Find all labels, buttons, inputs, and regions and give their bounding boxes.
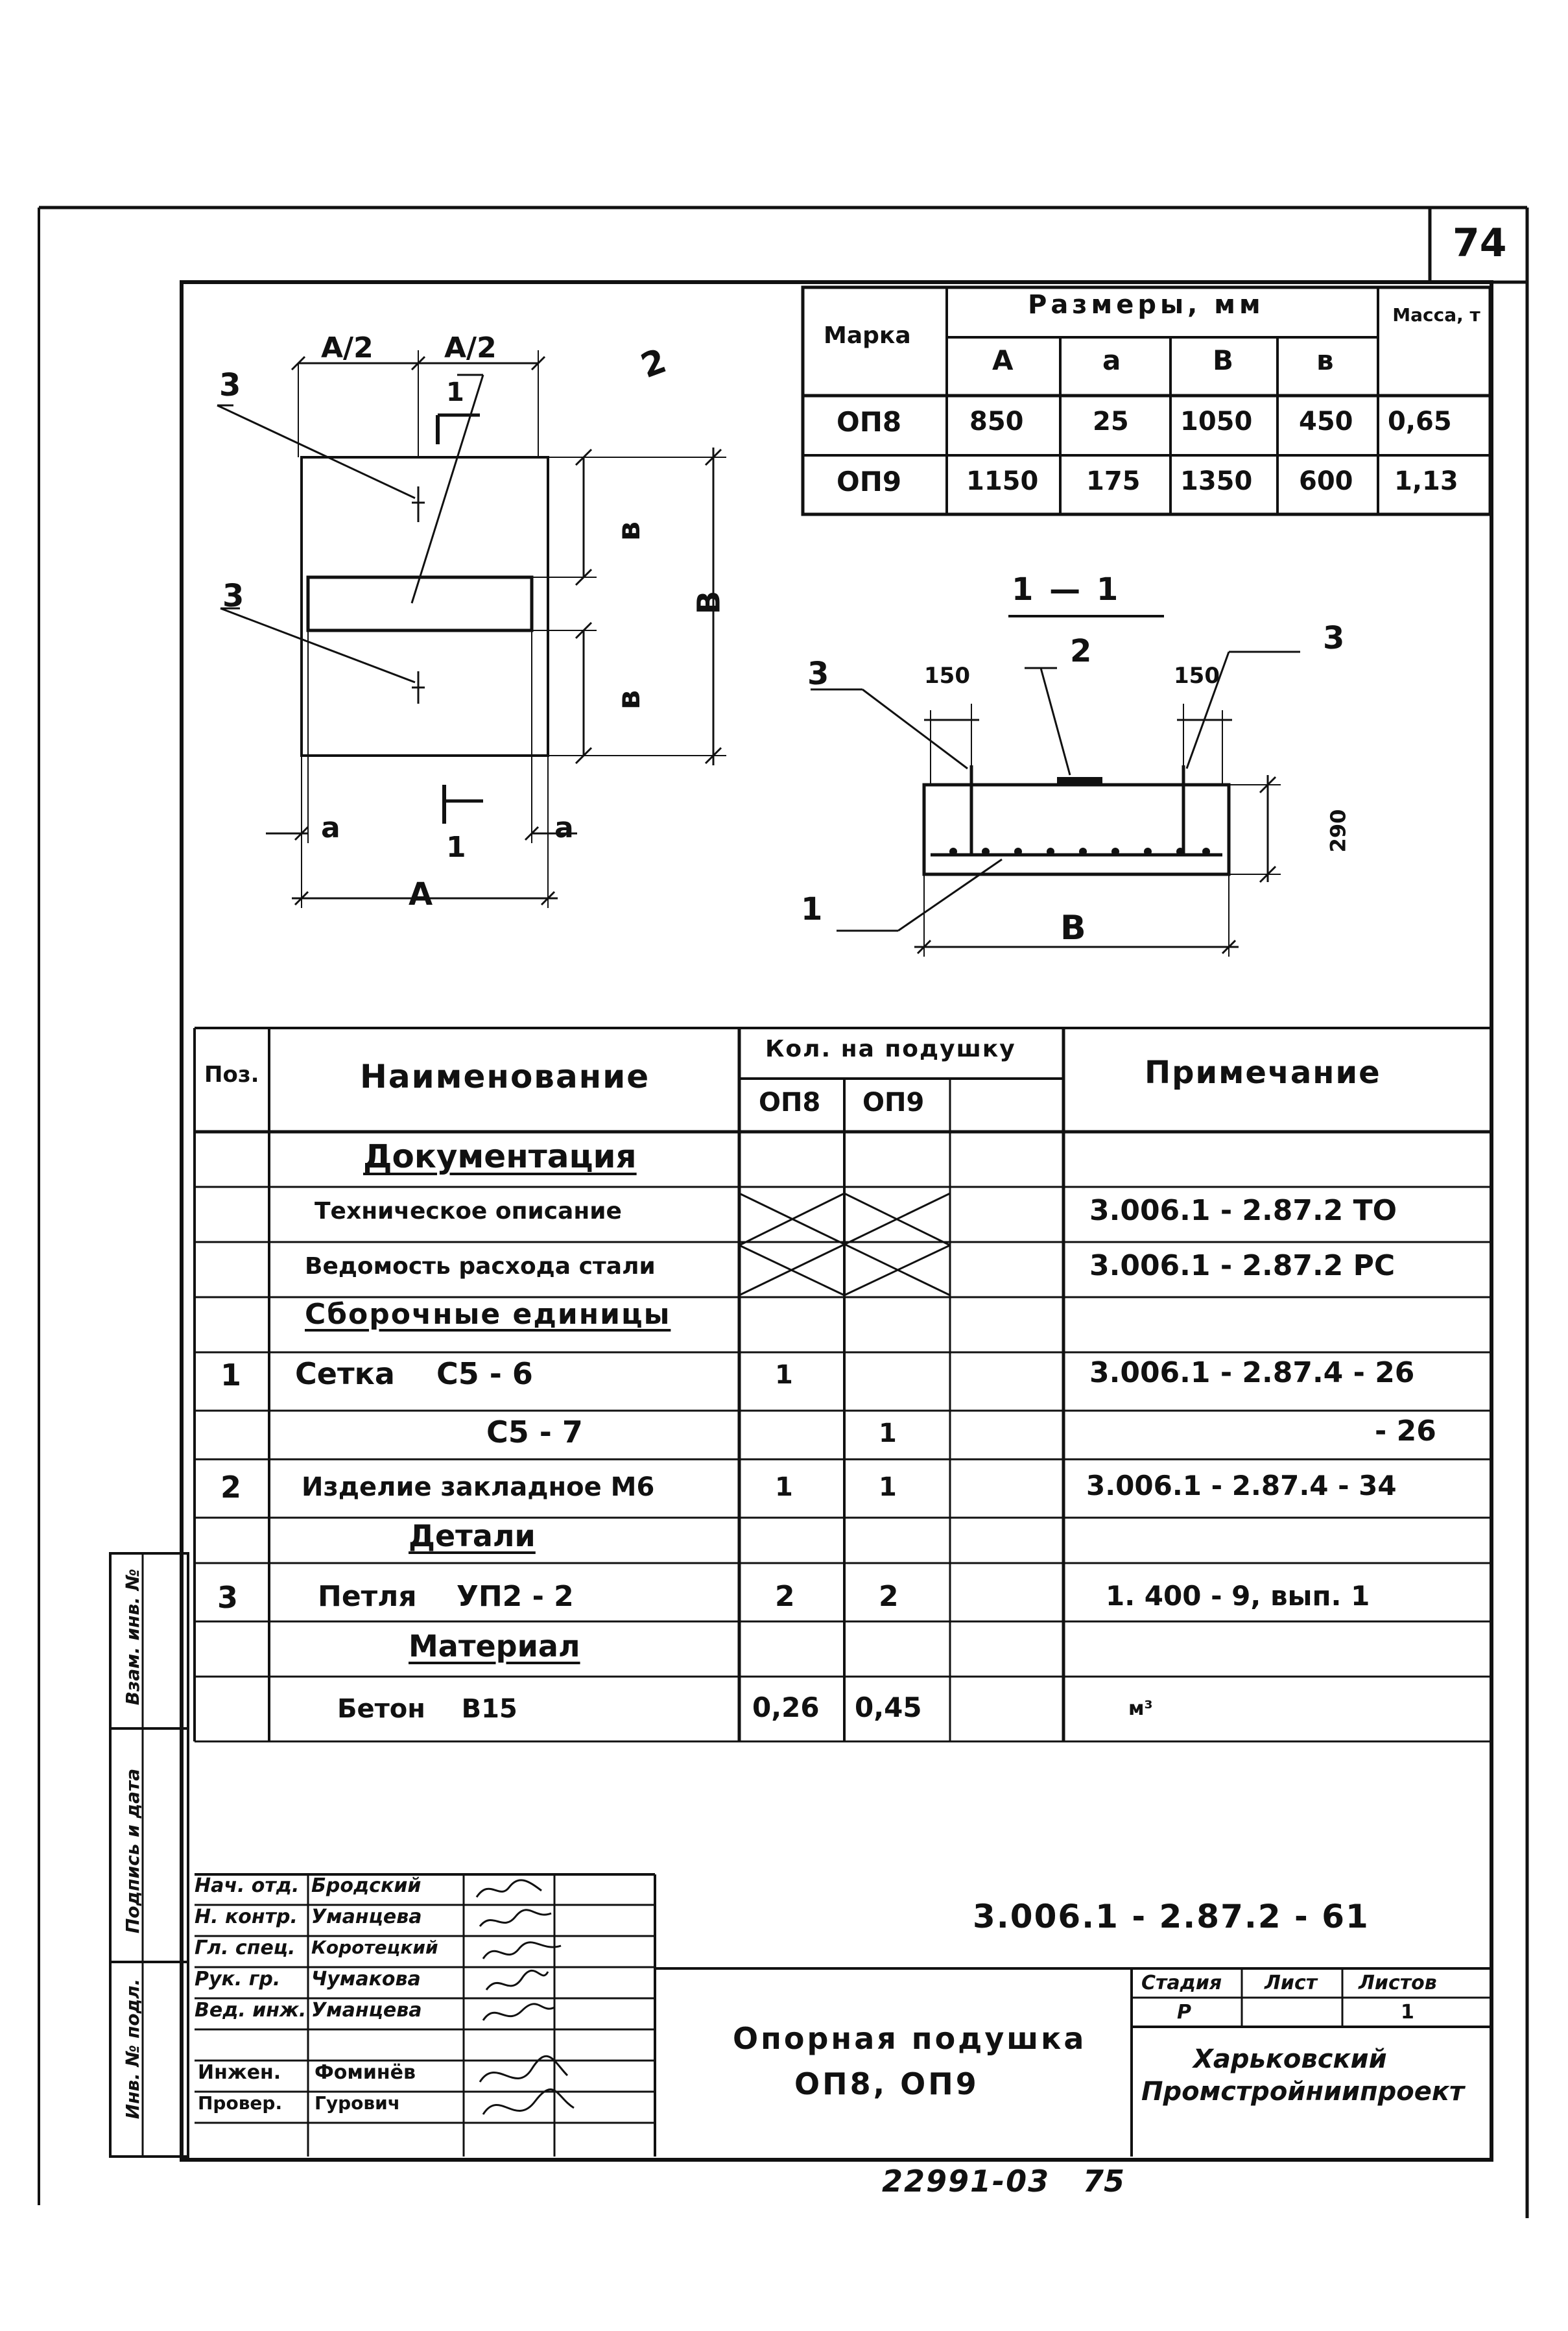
spec-row-mesh2-op9: 1: [879, 1418, 897, 1448]
plan-pos3-top: 3: [219, 367, 241, 403]
spec-row-loop-op8: 2: [775, 1580, 795, 1613]
section-pos2: 2: [1070, 633, 1092, 669]
tb-name-2: Коротецкий: [311, 1937, 438, 1958]
spec-header-qty-op9: ОП9: [862, 1088, 925, 1118]
tb-name-0: Бродский: [311, 1874, 422, 1897]
tb-name-7: Гурович: [315, 2092, 400, 2114]
spec-row-tech-desc-name: Техническое описание: [315, 1198, 622, 1225]
plan-dim-A: A: [409, 876, 433, 913]
dims-row2-b: 600: [1299, 466, 1353, 496]
spec-header-pos: Поз.: [204, 1062, 259, 1088]
side-stamp-field1: Взам. инв. №: [122, 1568, 143, 1706]
dims-row1-mark: ОП8: [837, 406, 902, 438]
section-dim-B: B: [1060, 909, 1086, 948]
spec-row-steel-list-note: 3.006.1 - 2.87.2 РС: [1089, 1249, 1396, 1282]
tb-title-line1: Опорная подушка: [733, 2021, 1087, 2056]
plan-pos2: 2: [636, 341, 672, 387]
spec-row-embed-op9: 1: [879, 1472, 897, 1502]
tb-role-7: Провер.: [198, 2092, 283, 2114]
spec-row-concrete-name: Бетон В15: [337, 1694, 517, 1724]
plan-view-drawing: [195, 324, 778, 940]
section-dim-150-right: 150: [1174, 663, 1220, 689]
spec-row-embed-op8: 1: [775, 1472, 793, 1502]
plan-pos3-mid: 3: [222, 578, 244, 614]
section-pos3-left: 3: [807, 656, 829, 692]
spec-row-concrete-op8: 0,26: [752, 1691, 820, 1723]
tb-role-0: Нач. отд.: [195, 1874, 300, 1897]
tb-sheet-header: Лист: [1265, 1972, 1318, 1994]
plan-half-a-right: A/2: [444, 331, 497, 365]
dims-row1-b: 450: [1299, 407, 1353, 436]
tb-role-4: Вед. инж.: [195, 1999, 307, 2022]
spec-row-embed-note: 3.006.1 - 2.87.4 - 34: [1086, 1470, 1397, 1501]
spec-row-mesh2-name: С5 - 7: [486, 1415, 583, 1450]
tb-sheets-header: Листов: [1359, 1972, 1437, 1994]
tb-stage-header: Стадия: [1141, 1972, 1222, 1994]
bottom-page-number: 75: [1083, 2164, 1125, 2199]
section-pos3-right: 3: [1323, 620, 1345, 656]
tb-org-line1: Харьковский: [1193, 2044, 1387, 2074]
spec-row-mesh-name: Сетка С5 - 6: [295, 1356, 533, 1391]
dims-row2-B: 1350: [1180, 466, 1253, 496]
bottom-archive-number: 22991-03: [882, 2164, 1051, 2199]
spec-row-loop-name: Петля УП2 - 2: [318, 1580, 574, 1613]
tb-org-line2: Промстройниипроект: [1141, 2077, 1465, 2107]
spec-section-assemblies: Сборочные единицы: [305, 1298, 671, 1331]
spec-row-concrete-note: м³: [1128, 1697, 1153, 1720]
dims-header-sizes: Размеры, мм: [1028, 290, 1265, 320]
dims-row1-mass: 0,65: [1388, 407, 1452, 436]
spec-row-loop-pos: 3: [217, 1580, 239, 1615]
dims-sub-b: в: [1316, 344, 1334, 376]
dims-row2-a: 175: [1086, 466, 1141, 496]
spec-row-concrete-op9: 0,45: [855, 1691, 922, 1723]
spec-section-docs: Документация: [363, 1138, 637, 1175]
spec-section-material: Материал: [409, 1629, 580, 1664]
dims-row2-mass: 1,13: [1394, 466, 1458, 496]
tb-name-3: Чумакова: [311, 1968, 421, 1990]
dims-sub-A: A: [992, 344, 1014, 376]
tb-doc-code: 3.006.1 - 2.87.2 - 61: [973, 1898, 1370, 1935]
signatures: [470, 1874, 580, 2160]
dims-sub-a: a: [1102, 344, 1121, 376]
dims-header-mark: Марка: [824, 322, 911, 349]
spec-row-tech-desc-note: 3.006.1 - 2.87.2 ТО: [1089, 1194, 1397, 1227]
tb-role-6: Инжен.: [198, 2061, 281, 2084]
tb-name-6: Фоминёв: [315, 2061, 416, 2084]
tb-title-line2: ОП8, ОП9: [794, 2066, 979, 2101]
spec-header-qty-op8: ОП8: [759, 1088, 821, 1118]
section-dim-150-left: 150: [924, 663, 970, 689]
plan-half-a-left: A/2: [321, 331, 374, 365]
section-1-1-drawing: [778, 571, 1394, 973]
tb-role-1: Н. контр.: [195, 1906, 298, 1928]
spec-row-embed-name: Изделие закладное М6: [302, 1472, 655, 1502]
spec-row-loop-note: 1. 400 - 9, вып. 1: [1106, 1580, 1370, 1612]
section-dim-290: 290: [1325, 809, 1351, 853]
spec-row-mesh-pos: 1: [220, 1357, 242, 1393]
spec-section-details: Детали: [409, 1518, 536, 1553]
sheet-number: 74: [1453, 221, 1507, 266]
spec-row-mesh-note: 3.006.1 - 2.87.4 - 26: [1089, 1356, 1415, 1389]
side-stamp-field2: Подпись и дата: [122, 1768, 143, 1934]
tb-role-3: Рук. гр.: [195, 1968, 281, 1990]
plan-dim-B: B: [691, 590, 728, 615]
tb-name-1: Уманцева: [311, 1906, 422, 1928]
spec-row-steel-list-name: Ведомость расхода стали: [305, 1253, 656, 1280]
dims-row1-B: 1050: [1180, 407, 1253, 436]
section-pos1: 1: [801, 891, 823, 927]
spec-header-note: Примечание: [1145, 1055, 1381, 1091]
plan-dim-b-top: в: [611, 521, 648, 542]
side-stamp-grid: [107, 1550, 195, 2160]
spec-header-qty: Кол. на подушку: [765, 1036, 1016, 1062]
plan-dim-a-right: a: [554, 811, 574, 844]
plan-section-bottom: 1: [446, 831, 466, 864]
plan-dim-b-bottom: в: [611, 689, 648, 710]
spec-row-loop-op9: 2: [879, 1580, 899, 1613]
dims-row2-A: 1150: [966, 466, 1039, 496]
dims-sub-B: B: [1213, 344, 1234, 376]
plan-dim-a-left: a: [321, 811, 340, 844]
tb-sheets: 1: [1401, 2001, 1414, 2024]
spec-row-embed-pos: 2: [220, 1470, 242, 1505]
tb-name-4: Уманцева: [311, 1999, 422, 2022]
spec-row-mesh-op8: 1: [775, 1360, 793, 1390]
side-stamp-field3: Инв. № подл.: [122, 1978, 143, 2120]
dims-row1-a: 25: [1093, 407, 1129, 436]
plan-section-top: 1: [446, 377, 464, 407]
tb-role-2: Гл. спец.: [195, 1937, 296, 1959]
spec-row-mesh2-note: - 26: [1375, 1415, 1436, 1448]
spec-header-name: Наименование: [360, 1058, 650, 1095]
dims-row2-mark: ОП9: [837, 466, 902, 497]
dims-header-mass: Масса, т: [1392, 304, 1480, 326]
tb-stage: Р: [1177, 2001, 1191, 2024]
dims-row1-A: 850: [969, 407, 1024, 436]
section-title: 1 — 1: [1012, 571, 1121, 608]
